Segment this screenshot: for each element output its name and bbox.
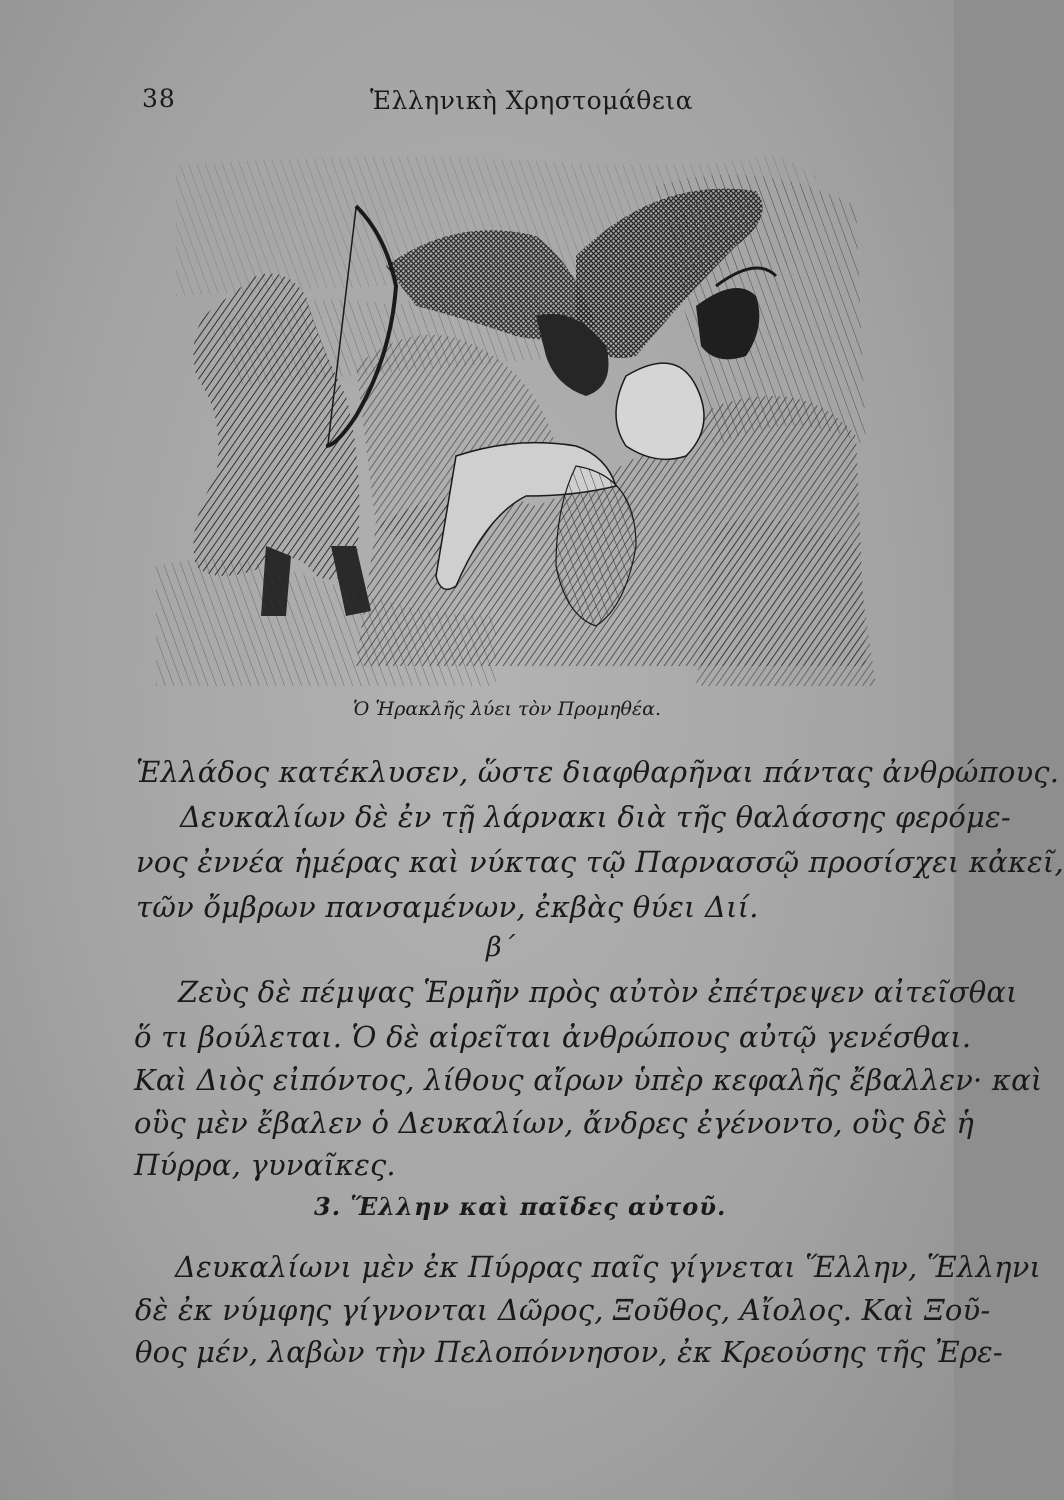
paragraph-3-line-2: δὲ ἐκ νύμφης γίγνονται Δῶρος, Ξοῦθος, Αἴολος. Καὶ Ξοῦ- bbox=[135, 1293, 991, 1327]
paragraph-2-line-4: οὓς μὲν ἔβαλεν ὁ Δευκαλίων, ἄνδρες ἐγένοντο, οὓς δὲ ἡ bbox=[134, 1106, 975, 1140]
paragraph-3-line-3: θος μέν, λαβὼν τὴν Πελοπόννησον, ἐκ Κρεούσης τῆς Ἐρε- bbox=[135, 1335, 1003, 1369]
page-number: 38 bbox=[142, 84, 176, 113]
section-heading: 3. Ἕλλην καὶ παῖδες αὐτοῦ. bbox=[314, 1192, 727, 1221]
running-title: Ἑλληνικὴ Χρηστομάθεια bbox=[370, 86, 693, 115]
paragraph-3-line-1: Δευκαλίωνι μὲν ἐκ Πύρρας παῖς γίγνεται Ἕλλην, Ἕλληνι bbox=[175, 1250, 1042, 1284]
paragraph-1-line-1: Ἑλλάδος κατέκλυσεν, ὥστε διαφθαρῆναι πάντας ἀνθρώπους. bbox=[136, 755, 1060, 789]
paragraph-1-line-4: τῶν ὄμβρων πανσαμένων, ἐκβὰς θύει Διί. bbox=[136, 890, 759, 924]
section-marker: β΄ bbox=[486, 932, 516, 963]
figure-caption: Ὁ Ἡρακλῆς λύει τὸν Προμηθέα. bbox=[352, 698, 662, 720]
paragraph-2-line-1: Ζεὺς δὲ πέμψας Ἑρμῆν πρὸς αὐτὸν ἐπέτρεψεν αἰτεῖσθαι bbox=[178, 975, 1018, 1009]
paragraph-1-line-3: νος ἐννέα ἡμέρας καὶ νύκτας τῷ Παρνασσῷ προσίσχει κἀκεῖ, bbox=[136, 845, 1064, 879]
paragraph-2-line-2: ὅ τι βούλεται. Ὁ δὲ αἱρεῖται ἀνθρώπους αὐτῷ γενέσθαι. bbox=[134, 1020, 972, 1054]
paragraph-1-line-2: Δευκαλίων δὲ ἐν τῇ λάρνακι διὰ τῆς θαλάσσης φερόμε- bbox=[180, 800, 1011, 834]
paragraph-2-line-3: Καὶ Διὸς εἰπόντος, λίθους αἴρων ὑπὲρ κεφαλῆς ἔβαλλεν· καὶ bbox=[134, 1063, 1043, 1097]
paragraph-2-line-5: Πύρρα, γυναῖκες. bbox=[134, 1148, 396, 1182]
engraving-illustration bbox=[156, 146, 876, 686]
